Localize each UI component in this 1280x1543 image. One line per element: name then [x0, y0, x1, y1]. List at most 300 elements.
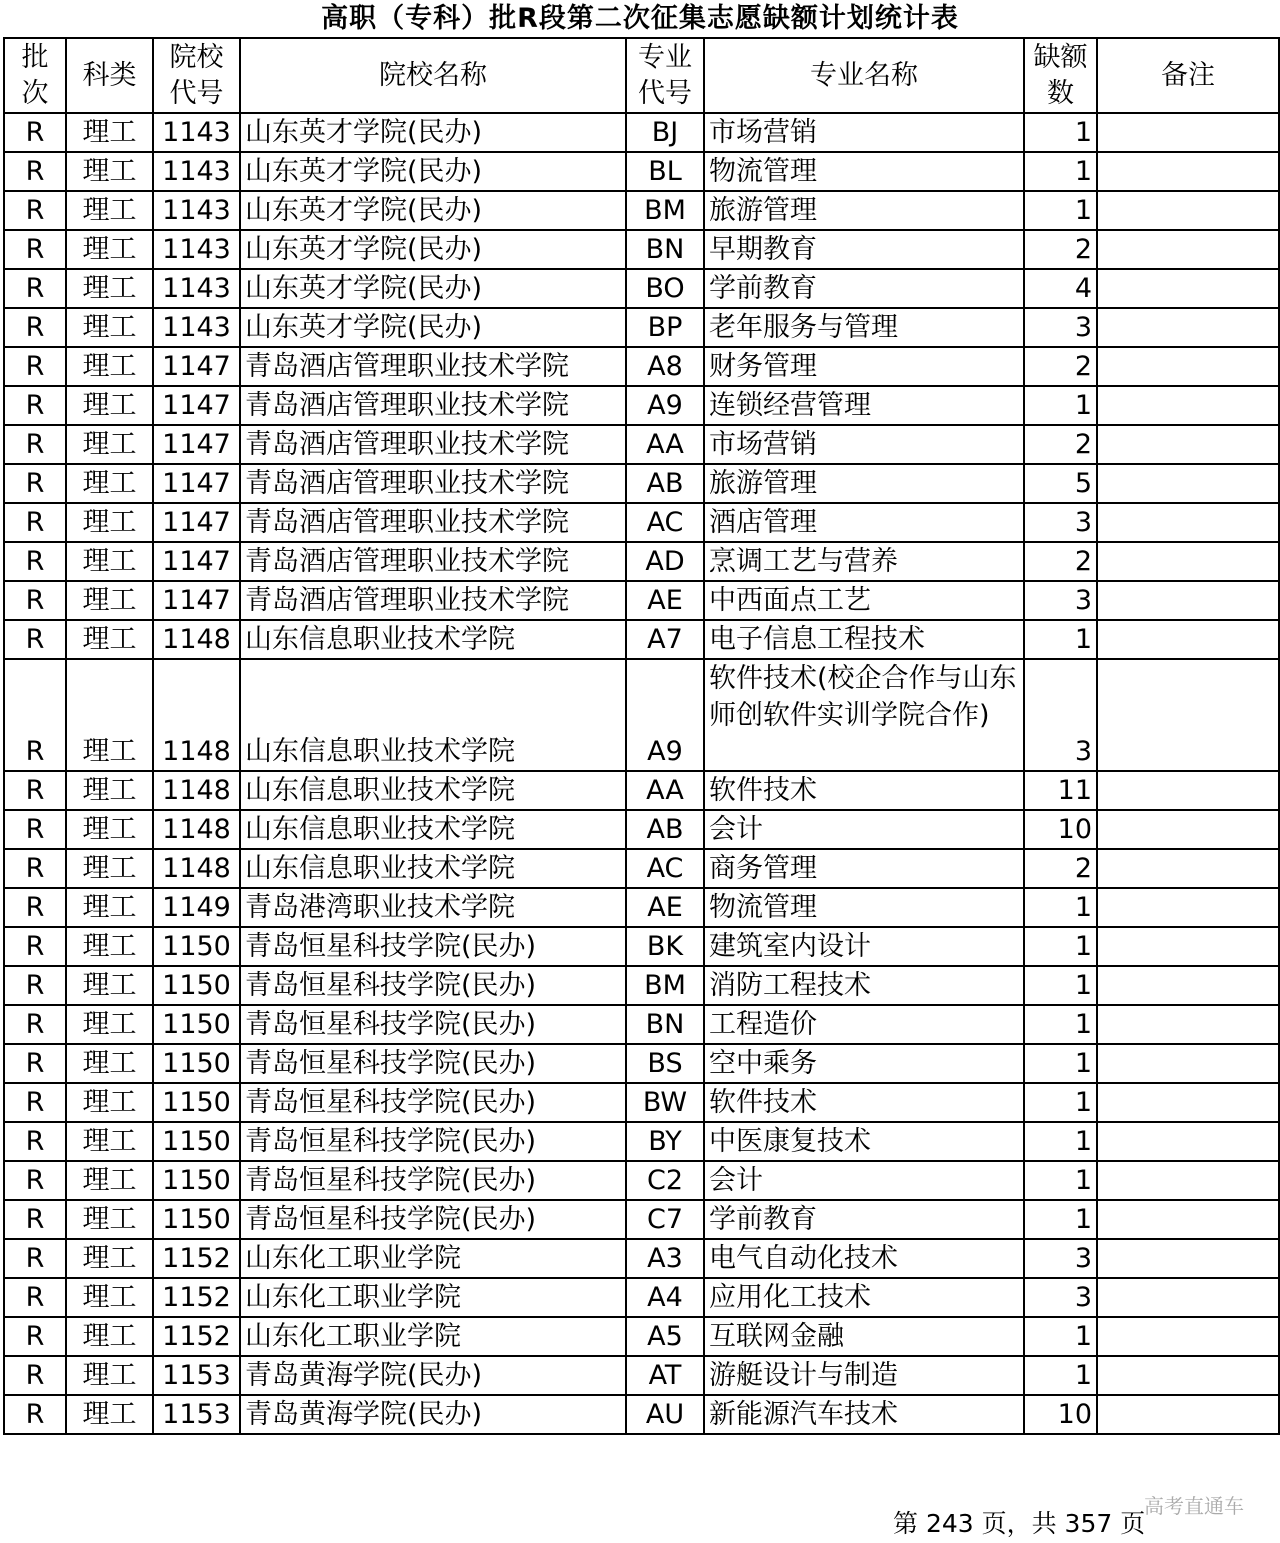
cell-school-code: 1147: [153, 503, 240, 542]
cell-batch: R: [4, 425, 66, 464]
cell-remarks: [1097, 347, 1279, 386]
cell-vacancies: 1: [1024, 1161, 1097, 1200]
cell-school-name: 山东化工职业学院: [240, 1239, 626, 1278]
cell-vacancies: 2: [1024, 230, 1097, 269]
cell-school-code: 1147: [153, 386, 240, 425]
cell-vacancies: 1: [1024, 1083, 1097, 1122]
cell-remarks: [1097, 542, 1279, 581]
cell-vacancies: 1: [1024, 966, 1097, 1005]
cell-school-code: 1152: [153, 1278, 240, 1317]
cell-batch: R: [4, 620, 66, 659]
cell-batch: R: [4, 1317, 66, 1356]
cell-remarks: [1097, 849, 1279, 888]
cell-major-code: A3: [626, 1239, 704, 1278]
cell-major-name: 学前教育: [704, 1200, 1024, 1239]
header-school-code: 院校代号: [153, 38, 240, 113]
cell-major-name: 会计: [704, 1161, 1024, 1200]
table-row: [4, 152, 1279, 191]
cell-school-name: 青岛港湾职业技术学院: [240, 888, 626, 927]
cell-remarks: [1097, 113, 1279, 152]
cell-remarks: [1097, 1083, 1279, 1122]
table-row: [4, 1239, 1279, 1278]
table-row: [4, 888, 1279, 927]
cell-major-code: C7: [626, 1200, 704, 1239]
cell-batch: R: [4, 1005, 66, 1044]
table-row: [4, 542, 1279, 581]
cell-major-name: 软件技术: [704, 771, 1024, 810]
cell-major-name: 旅游管理: [704, 464, 1024, 503]
cell-major-code: A9: [626, 386, 704, 425]
cell-category: 理工: [66, 888, 153, 927]
cell-batch: R: [4, 1278, 66, 1317]
cell-major-code: BS: [626, 1044, 704, 1083]
table-row: [4, 1356, 1279, 1395]
cell-batch: R: [4, 581, 66, 620]
header-major-name: 专业名称: [704, 38, 1024, 113]
table-row: [4, 191, 1279, 230]
cell-vacancies: 3: [1024, 308, 1097, 347]
header-batch: 批次: [4, 38, 66, 113]
cell-batch: R: [4, 503, 66, 542]
cell-major-code: A7: [626, 620, 704, 659]
cell-remarks: [1097, 1005, 1279, 1044]
cell-batch: R: [4, 308, 66, 347]
cell-school-name: 山东英才学院(民办): [240, 269, 626, 308]
cell-school-name: 青岛恒星科技学院(民办): [240, 1083, 626, 1122]
cell-vacancies: 1: [1024, 152, 1097, 191]
cell-major-code: AU: [626, 1395, 704, 1434]
cell-remarks: [1097, 888, 1279, 927]
cell-batch: R: [4, 849, 66, 888]
cell-vacancies: 3: [1024, 581, 1097, 620]
cell-vacancies: 1: [1024, 386, 1097, 425]
cell-major-code: BW: [626, 1083, 704, 1122]
table-row: [4, 620, 1279, 659]
cell-category: 理工: [66, 1083, 153, 1122]
cell-remarks: [1097, 1200, 1279, 1239]
cell-vacancies: 1: [1024, 1044, 1097, 1083]
cell-category: 理工: [66, 659, 153, 771]
cell-remarks: [1097, 152, 1279, 191]
cell-category: 理工: [66, 347, 153, 386]
cell-school-code: 1148: [153, 849, 240, 888]
cell-school-code: 1150: [153, 1044, 240, 1083]
cell-school-name: 青岛酒店管理职业技术学院: [240, 542, 626, 581]
cell-major-code: A9: [626, 659, 704, 771]
cell-major-name: 软件技术: [704, 1083, 1024, 1122]
cell-school-code: 1143: [153, 191, 240, 230]
cell-category: 理工: [66, 1239, 153, 1278]
cell-category: 理工: [66, 308, 153, 347]
cell-batch: R: [4, 1395, 66, 1434]
cell-category: 理工: [66, 1317, 153, 1356]
cell-school-code: 1152: [153, 1239, 240, 1278]
cell-category: 理工: [66, 542, 153, 581]
cell-school-name: 山东信息职业技术学院: [240, 620, 626, 659]
cell-major-name: 物流管理: [704, 152, 1024, 191]
cell-school-code: 1143: [153, 113, 240, 152]
cell-major-code: BN: [626, 230, 704, 269]
cell-vacancies: 5: [1024, 464, 1097, 503]
cell-school-name: 山东信息职业技术学院: [240, 771, 626, 810]
table-row: [4, 1161, 1279, 1200]
cell-vacancies: 3: [1024, 503, 1097, 542]
cell-category: 理工: [66, 191, 153, 230]
cell-school-name: 山东信息职业技术学院: [240, 810, 626, 849]
cell-major-code: A4: [626, 1278, 704, 1317]
cell-batch: R: [4, 386, 66, 425]
cell-category: 理工: [66, 1005, 153, 1044]
cell-vacancies: 3: [1024, 1278, 1097, 1317]
cell-category: 理工: [66, 425, 153, 464]
cell-major-code: BP: [626, 308, 704, 347]
cell-remarks: [1097, 230, 1279, 269]
cell-category: 理工: [66, 1122, 153, 1161]
cell-school-code: 1153: [153, 1395, 240, 1434]
cell-school-name: 青岛恒星科技学院(民办): [240, 1005, 626, 1044]
header-vacancies: 缺额数: [1024, 38, 1097, 113]
header-school-name: 院校名称: [240, 38, 626, 113]
cell-school-name: 青岛黄海学院(民办): [240, 1356, 626, 1395]
cell-batch: R: [4, 269, 66, 308]
table-row: [4, 425, 1279, 464]
table-row: [4, 771, 1279, 810]
cell-vacancies: 3: [1024, 659, 1097, 771]
table-row: [4, 1122, 1279, 1161]
cell-remarks: [1097, 464, 1279, 503]
cell-batch: R: [4, 927, 66, 966]
cell-school-code: 1150: [153, 927, 240, 966]
cell-major-name: 旅游管理: [704, 191, 1024, 230]
cell-category: 理工: [66, 1200, 153, 1239]
cell-school-name: 山东信息职业技术学院: [240, 849, 626, 888]
cell-major-name: 会计: [704, 810, 1024, 849]
cell-school-code: 1149: [153, 888, 240, 927]
cell-vacancies: 1: [1024, 191, 1097, 230]
cell-remarks: [1097, 269, 1279, 308]
cell-remarks: [1097, 581, 1279, 620]
cell-major-name: 学前教育: [704, 269, 1024, 308]
cell-school-name: 青岛恒星科技学院(民办): [240, 1200, 626, 1239]
cell-school-name: 山东信息职业技术学院: [240, 659, 626, 771]
cell-school-name: 青岛酒店管理职业技术学院: [240, 503, 626, 542]
cell-school-code: 1148: [153, 620, 240, 659]
table-row: [4, 659, 1279, 771]
cell-vacancies: 1: [1024, 1356, 1097, 1395]
table-row: [4, 503, 1279, 542]
cell-category: 理工: [66, 849, 153, 888]
table-row: [4, 1395, 1279, 1434]
cell-remarks: [1097, 771, 1279, 810]
cell-school-code: 1147: [153, 347, 240, 386]
cell-vacancies: 1: [1024, 1005, 1097, 1044]
cell-major-code: AC: [626, 503, 704, 542]
cell-major-code: AA: [626, 425, 704, 464]
cell-school-code: 1148: [153, 659, 240, 771]
cell-vacancies: 10: [1024, 1395, 1097, 1434]
cell-major-name: 建筑室内设计: [704, 927, 1024, 966]
cell-batch: R: [4, 1161, 66, 1200]
cell-vacancies: 1: [1024, 113, 1097, 152]
cell-major-code: AE: [626, 581, 704, 620]
cell-major-name: 物流管理: [704, 888, 1024, 927]
cell-school-code: 1143: [153, 308, 240, 347]
table-row: [4, 113, 1279, 152]
cell-category: 理工: [66, 581, 153, 620]
cell-major-code: C2: [626, 1161, 704, 1200]
table-body: [4, 113, 1279, 1434]
cell-category: 理工: [66, 230, 153, 269]
cell-category: 理工: [66, 966, 153, 1005]
cell-school-name: 青岛恒星科技学院(民办): [240, 1044, 626, 1083]
cell-vacancies: 4: [1024, 269, 1097, 308]
cell-vacancies: 10: [1024, 810, 1097, 849]
cell-remarks: [1097, 1317, 1279, 1356]
cell-remarks: [1097, 620, 1279, 659]
table-row: [4, 810, 1279, 849]
cell-major-name: 电子信息工程技术: [704, 620, 1024, 659]
cell-batch: R: [4, 113, 66, 152]
table-row: [4, 464, 1279, 503]
table-row: [4, 927, 1279, 966]
cell-school-name: 青岛恒星科技学院(民办): [240, 1161, 626, 1200]
cell-major-name: 中西面点工艺: [704, 581, 1024, 620]
page-title: 高职（专科）批R段第二次征集志愿缺额计划统计表: [321, 3, 959, 34]
cell-school-code: 1152: [153, 1317, 240, 1356]
table-row: [4, 1278, 1279, 1317]
cell-major-name: 应用化工技术: [704, 1278, 1024, 1317]
table-row: [4, 966, 1279, 1005]
cell-batch: R: [4, 810, 66, 849]
cell-major-code: AT: [626, 1356, 704, 1395]
cell-category: 理工: [66, 771, 153, 810]
cell-category: 理工: [66, 810, 153, 849]
cell-batch: R: [4, 1044, 66, 1083]
cell-school-name: 青岛酒店管理职业技术学院: [240, 386, 626, 425]
cell-vacancies: 1: [1024, 888, 1097, 927]
cell-remarks: [1097, 966, 1279, 1005]
cell-batch: R: [4, 1122, 66, 1161]
cell-batch: R: [4, 966, 66, 1005]
cell-batch: R: [4, 1239, 66, 1278]
cell-school-code: 1147: [153, 542, 240, 581]
cell-school-name: 山东化工职业学院: [240, 1278, 626, 1317]
cell-school-name: 青岛酒店管理职业技术学院: [240, 425, 626, 464]
cell-batch: R: [4, 542, 66, 581]
cell-major-code: AB: [626, 464, 704, 503]
cell-major-code: BN: [626, 1005, 704, 1044]
cell-major-code: AE: [626, 888, 704, 927]
cell-school-code: 1148: [153, 771, 240, 810]
cell-batch: R: [4, 771, 66, 810]
cell-school-code: 1150: [153, 1005, 240, 1044]
cell-vacancies: 1: [1024, 927, 1097, 966]
cell-batch: R: [4, 191, 66, 230]
table-row: [4, 581, 1279, 620]
cell-school-name: 青岛恒星科技学院(民办): [240, 966, 626, 1005]
cell-major-name: 早期教育: [704, 230, 1024, 269]
cell-major-name: 市场营销: [704, 425, 1024, 464]
table-row: [4, 386, 1279, 425]
cell-major-name: 新能源汽车技术: [704, 1395, 1024, 1434]
cell-vacancies: 3: [1024, 1239, 1097, 1278]
cell-major-name: 空中乘务: [704, 1044, 1024, 1083]
cell-major-name: 工程造价: [704, 1005, 1024, 1044]
cell-school-name: 山东英才学院(民办): [240, 152, 626, 191]
cell-major-code: AD: [626, 542, 704, 581]
cell-major-code: AB: [626, 810, 704, 849]
cell-remarks: [1097, 1395, 1279, 1434]
cell-remarks: [1097, 810, 1279, 849]
cell-remarks: [1097, 1161, 1279, 1200]
cell-school-code: 1150: [153, 1161, 240, 1200]
cell-major-name: 互联网金融: [704, 1317, 1024, 1356]
cell-batch: R: [4, 659, 66, 771]
vacancy-table: [3, 37, 1280, 1435]
cell-remarks: [1097, 659, 1279, 771]
table-row: [4, 1200, 1279, 1239]
cell-school-code: 1143: [153, 269, 240, 308]
cell-vacancies: 1: [1024, 1317, 1097, 1356]
cell-category: 理工: [66, 1278, 153, 1317]
cell-major-code: A8: [626, 347, 704, 386]
cell-major-code: BM: [626, 191, 704, 230]
cell-category: 理工: [66, 386, 153, 425]
cell-remarks: [1097, 308, 1279, 347]
header-row: [4, 38, 1279, 113]
cell-batch: R: [4, 1083, 66, 1122]
cell-remarks: [1097, 1239, 1279, 1278]
cell-batch: R: [4, 1356, 66, 1395]
table-row: [4, 849, 1279, 888]
cell-school-code: 1150: [153, 966, 240, 1005]
cell-school-code: 1147: [153, 464, 240, 503]
cell-remarks: [1097, 1278, 1279, 1317]
cell-vacancies: 1: [1024, 1200, 1097, 1239]
cell-category: 理工: [66, 503, 153, 542]
cell-school-code: 1150: [153, 1122, 240, 1161]
cell-category: 理工: [66, 1395, 153, 1434]
cell-batch: R: [4, 1200, 66, 1239]
cell-school-name: 山东英才学院(民办): [240, 230, 626, 269]
cell-major-name: 消防工程技术: [704, 966, 1024, 1005]
cell-remarks: [1097, 503, 1279, 542]
cell-major-code: BL: [626, 152, 704, 191]
cell-school-code: 1148: [153, 810, 240, 849]
cell-category: 理工: [66, 620, 153, 659]
header-category: 科类: [66, 38, 153, 113]
cell-school-name: 青岛恒星科技学院(民办): [240, 927, 626, 966]
watermark: 高考直通车: [1144, 1494, 1244, 1518]
cell-category: 理工: [66, 1044, 153, 1083]
table-row: [4, 1005, 1279, 1044]
header-major-code: 专业代号: [626, 38, 704, 113]
cell-school-name: 山东英才学院(民办): [240, 308, 626, 347]
table-row: [4, 347, 1279, 386]
cell-remarks: [1097, 927, 1279, 966]
cell-major-code: BJ: [626, 113, 704, 152]
cell-school-name: 青岛酒店管理职业技术学院: [240, 464, 626, 503]
cell-major-name: 财务管理: [704, 347, 1024, 386]
cell-batch: R: [4, 347, 66, 386]
cell-school-code: 1150: [153, 1200, 240, 1239]
table-row: [4, 308, 1279, 347]
cell-major-code: BK: [626, 927, 704, 966]
cell-batch: R: [4, 152, 66, 191]
cell-school-code: 1153: [153, 1356, 240, 1395]
cell-school-name: 青岛酒店管理职业技术学院: [240, 347, 626, 386]
cell-major-code: BO: [626, 269, 704, 308]
cell-remarks: [1097, 1122, 1279, 1161]
table-row: [4, 1083, 1279, 1122]
table-row: [4, 1317, 1279, 1356]
cell-major-name: 烹调工艺与营养: [704, 542, 1024, 581]
cell-major-name: 老年服务与管理: [704, 308, 1024, 347]
cell-batch: R: [4, 464, 66, 503]
cell-major-code: AC: [626, 849, 704, 888]
cell-major-name: 软件技术(校企合作与山东师创软件实训学院合作): [704, 659, 1024, 771]
cell-vacancies: 2: [1024, 849, 1097, 888]
cell-major-code: BY: [626, 1122, 704, 1161]
cell-category: 理工: [66, 269, 153, 308]
cell-vacancies: 2: [1024, 347, 1097, 386]
cell-vacancies: 2: [1024, 542, 1097, 581]
cell-remarks: [1097, 191, 1279, 230]
cell-school-name: 青岛黄海学院(民办): [240, 1395, 626, 1434]
cell-major-name: 市场营销: [704, 113, 1024, 152]
cell-remarks: [1097, 1044, 1279, 1083]
cell-major-name: 游艇设计与制造: [704, 1356, 1024, 1395]
cell-vacancies: 2: [1024, 425, 1097, 464]
cell-batch: R: [4, 888, 66, 927]
cell-remarks: [1097, 425, 1279, 464]
cell-category: 理工: [66, 927, 153, 966]
cell-school-code: 1147: [153, 425, 240, 464]
table-row: [4, 230, 1279, 269]
header-remarks: 备注: [1097, 38, 1279, 113]
cell-major-name: 酒店管理: [704, 503, 1024, 542]
cell-school-code: 1143: [153, 230, 240, 269]
cell-remarks: [1097, 386, 1279, 425]
cell-major-code: A5: [626, 1317, 704, 1356]
cell-school-name: 青岛酒店管理职业技术学院: [240, 581, 626, 620]
cell-remarks: [1097, 1356, 1279, 1395]
cell-major-name: 连锁经营管理: [704, 386, 1024, 425]
cell-vacancies: 1: [1024, 1122, 1097, 1161]
cell-category: 理工: [66, 464, 153, 503]
cell-school-name: 山东英才学院(民办): [240, 113, 626, 152]
cell-school-code: 1150: [153, 1083, 240, 1122]
table-row: [4, 1044, 1279, 1083]
cell-category: 理工: [66, 113, 153, 152]
cell-school-code: 1143: [153, 152, 240, 191]
table-row: [4, 269, 1279, 308]
cell-category: 理工: [66, 1356, 153, 1395]
cell-major-code: BM: [626, 966, 704, 1005]
cell-school-code: 1147: [153, 581, 240, 620]
page-footer: 第 243 页，共 357 页: [893, 1509, 1146, 1538]
cell-batch: R: [4, 230, 66, 269]
cell-school-name: 青岛恒星科技学院(民办): [240, 1122, 626, 1161]
cell-vacancies: 11: [1024, 771, 1097, 810]
cell-major-name: 商务管理: [704, 849, 1024, 888]
cell-category: 理工: [66, 152, 153, 191]
cell-major-name: 中医康复技术: [704, 1122, 1024, 1161]
cell-major-code: AA: [626, 771, 704, 810]
cell-major-name: 电气自动化技术: [704, 1239, 1024, 1278]
cell-school-name: 山东化工职业学院: [240, 1317, 626, 1356]
cell-category: 理工: [66, 1161, 153, 1200]
